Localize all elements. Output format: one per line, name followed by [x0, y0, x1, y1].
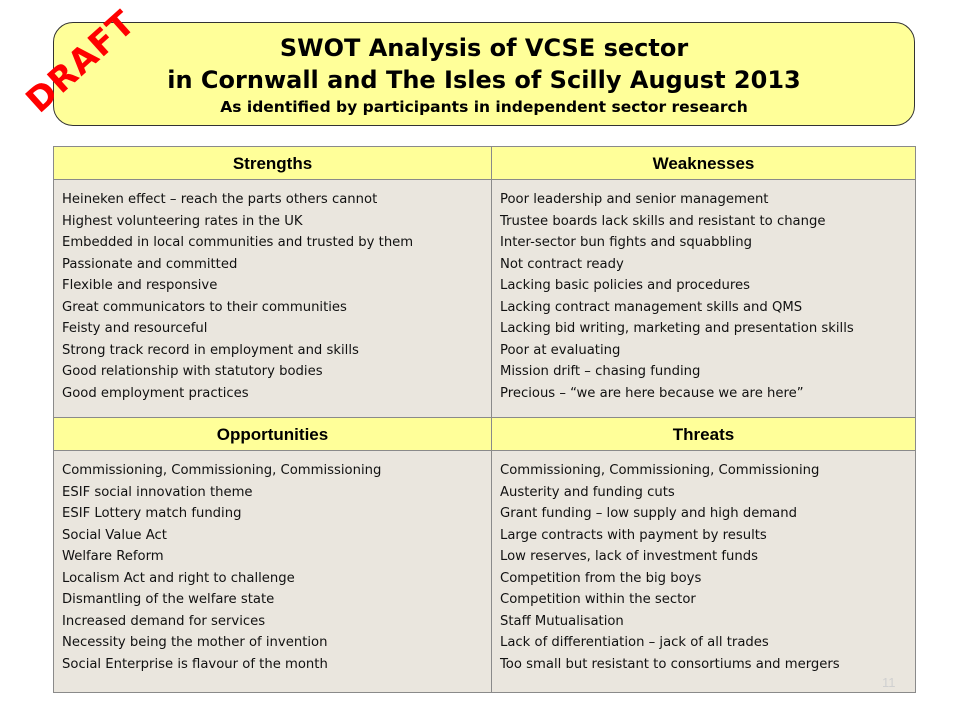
strengths-list: [54, 189, 491, 404]
threats-item: Staff Mutualisation: [500, 613, 624, 629]
opportunities-item: Increased demand for services: [62, 613, 266, 629]
threats-header: Threats: [492, 418, 915, 451]
opportunities-item: Social Value Act: [62, 527, 167, 543]
opportunities-item: Localism Act and right to challenge: [62, 570, 295, 586]
weaknesses-item: Not contract ready: [500, 256, 624, 272]
opportunities-item: Social Enterprise is flavour of the month: [62, 656, 328, 672]
strengths-item: Good employment practices: [62, 385, 249, 401]
page-number: 11: [882, 675, 896, 690]
weaknesses-list: [492, 189, 915, 404]
threats-item: Competition within the sector: [500, 592, 696, 607]
threats-item: Austerity and funding cuts: [500, 484, 675, 500]
opportunities-header: Opportunities: [54, 418, 491, 451]
weaknesses-item: Lacking bid writing, marketing and presentation skills: [500, 321, 854, 336]
threats-item: Grant funding – low supply and high demand: [500, 506, 797, 521]
weaknesses-item: Mission drift – chasing funding: [500, 364, 701, 379]
draft-watermark: DRAFT: [18, 2, 144, 122]
opportunities-item: Necessity being the mother of invention: [62, 635, 328, 650]
opportunities-item: Welfare Reform: [62, 549, 164, 564]
weaknesses-header: Weaknesses: [492, 147, 915, 180]
weaknesses-item: Poor at evaluating: [500, 342, 621, 358]
title-line-2: in Cornwall and The Isles of Scilly August 2013: [167, 66, 801, 94]
strengths-item: Flexible and responsive: [62, 278, 218, 293]
opportunities-item: Dismantling of the welfare state: [62, 592, 275, 607]
threats-item: Large contracts with payment by results: [500, 527, 767, 543]
threats-item: Competition from the big boys: [500, 570, 702, 586]
strengths-header: Strengths: [54, 147, 491, 180]
strengths-item: Good relationship with statutory bodies: [62, 364, 323, 379]
swot-table: [53, 146, 916, 693]
weaknesses-item: Poor leadership and senior management: [500, 192, 769, 207]
title-banner: [53, 22, 915, 126]
strengths-item: Strong track record in employment and skills: [62, 342, 359, 358]
threats-list: [492, 460, 915, 675]
strengths-item: Heineken effect – reach the parts others cannot: [62, 192, 378, 207]
opportunities-list: [54, 460, 491, 675]
opportunities-item: Commissioning, Commissioning, Commissioning: [62, 463, 382, 478]
strengths-item: Embedded in local communities and trusted by them: [62, 235, 414, 250]
threats-item: Too small but resistant to consortiums and mergers: [500, 656, 840, 672]
threats-item: Lack of differentiation – jack of all trades: [500, 635, 769, 650]
weaknesses-item: Lacking basic policies and procedures: [500, 278, 750, 293]
weaknesses-item: Inter-sector bun fights and squabbling: [500, 235, 752, 250]
subtitle: As identified by participants in independent sector research: [220, 98, 748, 116]
opportunities-item: ESIF social innovation theme: [62, 484, 253, 500]
weaknesses-item: Precious – “we are here because we are here”: [500, 385, 804, 401]
opportunities-item: ESIF Lottery match funding: [62, 506, 242, 521]
weaknesses-item: Trustee boards lack skills and resistant to change: [500, 213, 826, 229]
threats-item: Low reserves, lack of investment funds: [500, 549, 758, 564]
title-line-1: SWOT Analysis of VCSE sector: [279, 34, 689, 62]
strengths-item: Feisty and resourceful: [62, 321, 208, 336]
weaknesses-item: Lacking contract management skills and QMS: [500, 299, 803, 315]
threats-item: Commissioning, Commissioning, Commissioning: [500, 463, 820, 478]
strengths-item: Highest volunteering rates in the UK: [62, 213, 303, 229]
strengths-item: Passionate and committed: [62, 256, 238, 272]
strengths-item: Great communicators to their communities: [62, 299, 347, 315]
